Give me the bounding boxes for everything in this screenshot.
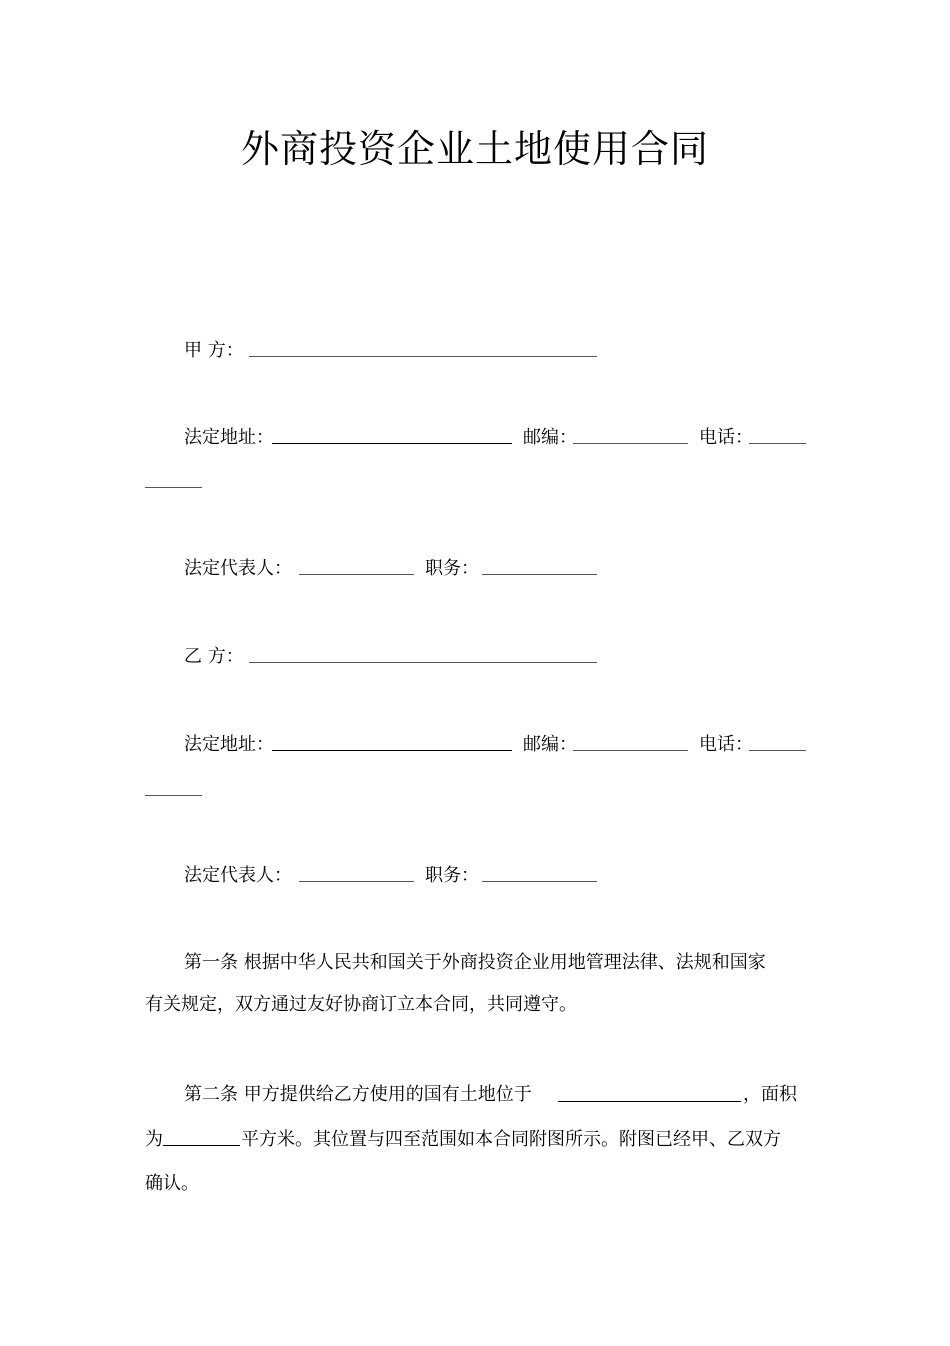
article-2-line-1a: 第二条 甲方提供给乙方使用的国有土地位于 — [184, 1084, 532, 1105]
party-a-address-blank[interactable] — [272, 443, 512, 444]
article-2-location-blank[interactable] — [558, 1101, 741, 1102]
party-a-phone-label: 电话： — [699, 427, 753, 448]
party-b-phone-label: 电话： — [699, 734, 753, 755]
party-a-phone-blank[interactable] — [749, 443, 806, 444]
article-2-line-2b: 平方米。其位置与四至范围如本合同附图所示。附图已经甲、乙双方 — [241, 1129, 781, 1150]
party-a-postcode-label: 邮编： — [523, 427, 577, 448]
party-b-position-blank[interactable] — [482, 881, 597, 882]
party-b-postcode-label: 邮编： — [523, 734, 577, 755]
party-b-position-label: 职务： — [425, 865, 479, 886]
party-b-phone-blank[interactable] — [749, 750, 806, 751]
party-a-label: 甲 方： — [184, 340, 244, 361]
party-b-phone-blank-cont[interactable] — [145, 795, 202, 796]
article-2-line-3: 确认。 — [145, 1173, 199, 1194]
party-a-blank[interactable] — [249, 356, 597, 357]
party-b-blank[interactable] — [249, 662, 597, 663]
party-b-address-blank[interactable] — [272, 750, 512, 751]
article-2-line-1b: ，面积 — [743, 1084, 797, 1105]
article-2-line-2a: 为 — [145, 1129, 163, 1150]
document-title: 外商投资企业土地使用合同 — [240, 127, 709, 171]
party-a-position-label: 职务： — [425, 558, 479, 579]
party-b-representative-blank[interactable] — [299, 881, 414, 882]
article-1-line-2: 有关规定，双方通过友好协商订立本合同，共同遵守。 — [145, 994, 577, 1015]
party-a-representative-label: 法定代表人： — [184, 558, 292, 579]
party-b-label: 乙 方： — [184, 646, 244, 667]
party-a-postcode-blank[interactable] — [573, 443, 688, 444]
party-b-representative-label: 法定代表人： — [184, 865, 292, 886]
party-a-representative-blank[interactable] — [299, 574, 414, 575]
party-a-position-blank[interactable] — [482, 574, 597, 575]
article-2-area-blank[interactable] — [163, 1145, 240, 1146]
article-1-line-1: 第一条 根据中华人民共和国关于外商投资企业用地管理法律、法规和国家 — [184, 952, 766, 973]
party-a-phone-blank-cont[interactable] — [145, 487, 202, 488]
party-b-address-label: 法定地址： — [184, 734, 274, 755]
party-a-address-label: 法定地址： — [184, 427, 274, 448]
party-b-postcode-blank[interactable] — [573, 750, 688, 751]
